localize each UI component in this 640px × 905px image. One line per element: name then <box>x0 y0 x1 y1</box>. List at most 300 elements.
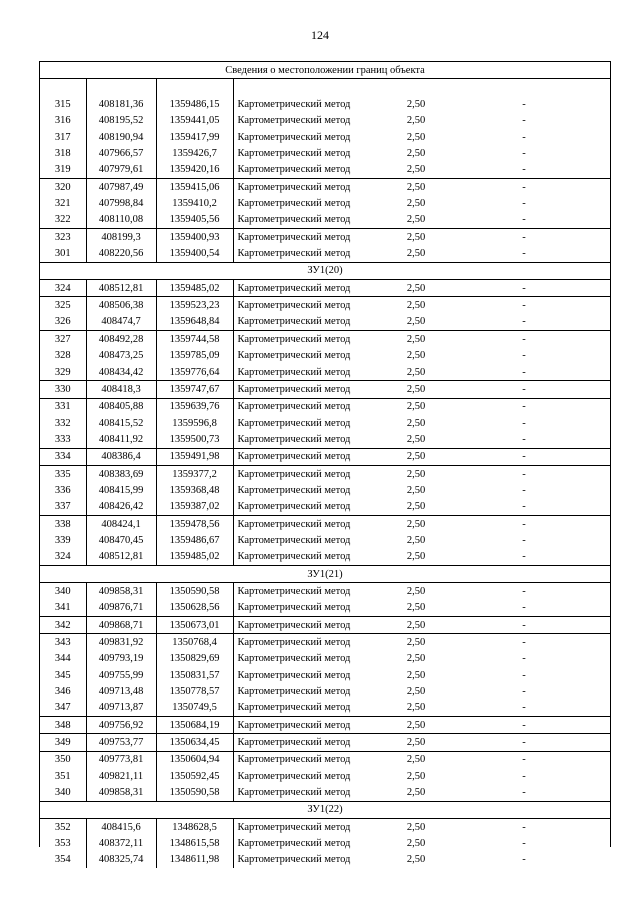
table-row <box>40 717 610 734</box>
boundary-table-frame <box>39 61 611 866</box>
method-cell: Картометрический метод <box>233 634 394 651</box>
table-row <box>40 600 610 617</box>
table-row <box>40 734 610 751</box>
x-coordinate: 408426,42 <box>86 499 156 516</box>
point-number: 322 <box>40 212 86 229</box>
y-coordinate: 1359486,67 <box>156 532 233 548</box>
point-number: 329 <box>40 364 86 381</box>
method-cell: Картометрический метод <box>237 282 351 294</box>
x-coordinate: 408418,3 <box>86 381 156 398</box>
table-row <box>40 381 610 398</box>
x-coordinate: 408325,74 <box>86 852 156 868</box>
precision-cell: 2,50 <box>406 653 426 665</box>
point-number: 323 <box>40 229 86 246</box>
precision-cell: 2,50 <box>406 585 426 597</box>
method-cell: Картометрический метод <box>237 366 351 378</box>
x-coordinate: 409713,48 <box>86 683 156 699</box>
precision-cell: 2,50 <box>406 366 426 378</box>
table-row <box>40 129 610 145</box>
description-cell: - <box>522 115 526 127</box>
table-row <box>40 297 610 314</box>
y-coordinate: 1359785,09 <box>156 348 233 364</box>
description-cell: - <box>438 617 610 634</box>
y-coordinate: 1359420,16 <box>156 162 233 179</box>
precision-cell: 2,50 <box>406 282 426 294</box>
method-cell: Картометрический метод <box>237 551 351 563</box>
precision-cell: 2,50 <box>406 433 426 445</box>
point-number: 301 <box>40 245 86 262</box>
precision-cell: 2,50 <box>406 214 426 226</box>
method-cell: Картометрический метод <box>237 248 351 260</box>
point-number: 350 <box>40 751 86 768</box>
method-cell: Картометрический метод <box>233 751 394 768</box>
method-cell: Картометрический метод <box>233 717 394 734</box>
description-cell: - <box>438 331 610 348</box>
y-coordinate: 1359478,56 <box>156 515 233 532</box>
precision-cell: 2,50 <box>406 164 426 176</box>
table-row <box>40 651 610 667</box>
precision-cell: 2,50 <box>406 854 426 866</box>
method-cell: Картометрический метод <box>233 381 394 398</box>
y-coordinate: 1359639,76 <box>156 398 233 415</box>
table-row <box>40 768 610 784</box>
precision-cell: 2,50 <box>406 248 426 260</box>
description-cell: - <box>522 534 526 546</box>
y-coordinate: 1350778,57 <box>156 683 233 699</box>
table-row <box>40 415 610 431</box>
method-cell: Картометрический метод <box>237 417 351 429</box>
point-number: 347 <box>40 700 86 717</box>
point-number: 334 <box>40 448 86 465</box>
method-cell: Картометрический метод <box>237 433 351 445</box>
method-cell: Картометрический метод <box>233 448 394 465</box>
table-row <box>40 162 610 179</box>
table-title: Сведения о местоположении границ объекта <box>40 62 610 79</box>
y-coordinate: 1350831,57 <box>156 667 233 683</box>
point-number: 324 <box>40 549 86 566</box>
y-coordinate: 1348615,58 <box>156 835 233 851</box>
precision-cell: 2,50 <box>406 484 426 496</box>
description-cell: - <box>438 465 610 482</box>
point-number: 346 <box>40 683 86 699</box>
precision-cell: 2,50 <box>406 821 426 833</box>
point-number: 342 <box>40 617 86 634</box>
section-label: ЗУ1(22) <box>40 801 610 818</box>
x-coordinate: 408424,1 <box>86 515 156 532</box>
description-cell: - <box>522 366 526 378</box>
description-cell: - <box>522 198 526 210</box>
y-coordinate: 1348628,5 <box>156 819 233 836</box>
point-number: 353 <box>40 835 86 851</box>
precision-cell: 2,50 <box>394 381 438 398</box>
x-coordinate: 408190,94 <box>86 129 156 145</box>
table-row <box>40 784 610 801</box>
table-row <box>40 448 610 465</box>
precision-cell: 2,50 <box>394 634 438 651</box>
precision-cell: 2,50 <box>394 398 438 415</box>
y-coordinate: 1350673,01 <box>156 617 233 634</box>
point-number: 331 <box>40 398 86 415</box>
y-coordinate: 1350684,19 <box>156 717 233 734</box>
method-cell: Картометрический метод <box>237 164 351 176</box>
description-cell: - <box>438 634 610 651</box>
y-coordinate: 1359426,7 <box>156 145 233 161</box>
method-cell: Картометрический метод <box>233 229 394 246</box>
x-coordinate: 409755,99 <box>86 667 156 683</box>
x-coordinate: 408195,52 <box>86 113 156 129</box>
x-coordinate: 409793,19 <box>86 651 156 667</box>
point-number: 336 <box>40 482 86 498</box>
method-cell: Картометрический метод <box>237 99 351 111</box>
precision-cell: 2,50 <box>406 350 426 362</box>
table-row <box>40 364 610 381</box>
y-coordinate: 1359776,64 <box>156 364 233 381</box>
x-coordinate: 408415,99 <box>86 482 156 498</box>
x-coordinate: 408220,56 <box>86 245 156 262</box>
y-coordinate: 1359485,02 <box>156 280 233 297</box>
y-coordinate: 1359405,56 <box>156 212 233 229</box>
method-cell: Картометрический метод <box>237 316 351 328</box>
point-number: 341 <box>40 600 86 617</box>
method-cell: Картометрический метод <box>237 602 351 614</box>
method-cell: Картометрический метод <box>233 297 394 314</box>
y-coordinate: 1359410,2 <box>156 195 233 211</box>
y-coordinate: 1359400,54 <box>156 245 233 262</box>
x-coordinate: 408372,11 <box>86 835 156 851</box>
x-coordinate: 408512,81 <box>86 280 156 297</box>
x-coordinate: 408415,6 <box>86 819 156 836</box>
y-coordinate: 1350604,94 <box>156 751 233 768</box>
x-coordinate: 408181,36 <box>86 96 156 112</box>
description-cell: - <box>522 501 526 513</box>
description-cell: - <box>522 669 526 681</box>
description-cell: - <box>522 653 526 665</box>
precision-cell: 2,50 <box>406 686 426 698</box>
point-number: 328 <box>40 348 86 364</box>
method-cell: Картометрический метод <box>237 770 351 782</box>
method-cell: Картометрический метод <box>233 515 394 532</box>
table-row <box>40 515 610 532</box>
point-number: 340 <box>40 583 86 600</box>
table-row <box>40 549 610 566</box>
method-cell: Картометрический метод <box>233 734 394 751</box>
x-coordinate: 409876,71 <box>86 600 156 617</box>
description-cell: - <box>522 838 526 850</box>
table-row <box>40 195 610 211</box>
precision-cell: 2,50 <box>406 417 426 429</box>
point-number: 337 <box>40 499 86 516</box>
description-cell: - <box>522 686 526 698</box>
y-coordinate: 1350590,58 <box>156 784 233 801</box>
precision-cell: 2,50 <box>406 787 426 799</box>
precision-cell: 2,50 <box>394 515 438 532</box>
method-cell: Картометрический метод <box>237 702 351 714</box>
x-coordinate: 408386,4 <box>86 448 156 465</box>
x-coordinate: 407998,84 <box>86 195 156 211</box>
method-cell: Картометрический метод <box>233 331 394 348</box>
y-coordinate: 1359648,84 <box>156 314 233 331</box>
method-cell: Картометрический метод <box>237 821 351 833</box>
table-row <box>40 314 610 331</box>
description-cell: - <box>522 214 526 226</box>
method-cell: Картометрический метод <box>237 501 351 513</box>
x-coordinate: 409821,11 <box>86 768 156 784</box>
method-cell: Картометрический метод <box>237 653 351 665</box>
method-cell: Картометрический метод <box>237 131 351 143</box>
table-row <box>40 145 610 161</box>
description-cell: - <box>438 717 610 734</box>
x-coordinate: 408473,25 <box>86 348 156 364</box>
table-row <box>40 465 610 482</box>
x-coordinate: 408199,3 <box>86 229 156 246</box>
x-coordinate: 408512,81 <box>86 549 156 566</box>
description-cell: - <box>438 448 610 465</box>
precision-cell: 2,50 <box>406 669 426 681</box>
point-number: 320 <box>40 179 86 196</box>
section-row <box>40 565 610 582</box>
precision-cell: 2,50 <box>394 331 438 348</box>
x-coordinate: 408434,42 <box>86 364 156 381</box>
x-coordinate: 408405,88 <box>86 398 156 415</box>
table-row <box>40 229 610 246</box>
method-cell: Картометрический метод <box>237 534 351 546</box>
method-cell: Картометрический метод <box>237 148 351 160</box>
y-coordinate: 1359744,58 <box>156 331 233 348</box>
x-coordinate: 409753,77 <box>86 734 156 751</box>
x-coordinate: 408470,45 <box>86 532 156 548</box>
x-coordinate: 409713,87 <box>86 700 156 717</box>
method-cell: Картометрический метод <box>237 838 351 850</box>
x-coordinate: 409858,31 <box>86 784 156 801</box>
point-number: 321 <box>40 195 86 211</box>
table-row <box>40 245 610 262</box>
precision-cell: 2,50 <box>406 602 426 614</box>
description-cell: - <box>438 398 610 415</box>
y-coordinate: 1359596,8 <box>156 415 233 431</box>
x-coordinate: 408415,52 <box>86 415 156 431</box>
method-cell: Картометрический метод <box>237 115 351 127</box>
table-row <box>40 583 610 600</box>
method-cell: Картометрический метод <box>237 854 351 866</box>
method-cell: Картометрический метод <box>237 686 351 698</box>
description-cell: - <box>438 381 610 398</box>
x-coordinate: 407979,61 <box>86 162 156 179</box>
method-cell: Картометрический метод <box>237 214 351 226</box>
method-cell: Картометрический метод <box>233 398 394 415</box>
precision-cell: 2,50 <box>394 717 438 734</box>
table-row <box>40 348 610 364</box>
y-coordinate: 1359400,93 <box>156 229 233 246</box>
description-cell: - <box>522 99 526 111</box>
method-cell: Картометрический метод <box>237 198 351 210</box>
point-number: 326 <box>40 314 86 331</box>
method-cell: Картометрический метод <box>233 179 394 196</box>
precision-cell: 2,50 <box>406 198 426 210</box>
description-cell: - <box>522 702 526 714</box>
table-row <box>40 819 610 836</box>
description-cell: - <box>438 229 610 246</box>
y-coordinate: 1359415,06 <box>156 179 233 196</box>
table-row <box>40 499 610 516</box>
table-row <box>40 532 610 548</box>
description-cell: - <box>522 770 526 782</box>
boundary-coordinates-table <box>40 62 610 868</box>
method-cell: Картометрический метод <box>233 465 394 482</box>
y-coordinate: 1359500,73 <box>156 431 233 448</box>
x-coordinate: 409858,31 <box>86 583 156 600</box>
table-row <box>40 852 610 868</box>
precision-cell: 2,50 <box>394 229 438 246</box>
table-row <box>40 617 610 634</box>
table-row <box>40 431 610 448</box>
x-coordinate: 409831,92 <box>86 634 156 651</box>
table-row <box>40 835 610 851</box>
x-coordinate: 407966,57 <box>86 145 156 161</box>
method-cell: Картометрический метод <box>237 787 351 799</box>
description-cell: - <box>522 551 526 563</box>
precision-cell: 2,50 <box>406 131 426 143</box>
description-cell: - <box>522 854 526 866</box>
point-number: 324 <box>40 280 86 297</box>
precision-cell: 2,50 <box>394 297 438 314</box>
section-label: ЗУ1(21) <box>40 565 610 582</box>
method-cell: Картометрический метод <box>237 585 351 597</box>
table-row <box>40 634 610 651</box>
table-row <box>40 667 610 683</box>
description-cell: - <box>522 350 526 362</box>
y-coordinate: 1359485,02 <box>156 549 233 566</box>
y-coordinate: 1350749,5 <box>156 700 233 717</box>
description-cell: - <box>522 148 526 160</box>
table-row <box>40 280 610 297</box>
y-coordinate: 1359387,02 <box>156 499 233 516</box>
description-cell: - <box>522 787 526 799</box>
point-number: 316 <box>40 113 86 129</box>
y-coordinate: 1350592,45 <box>156 768 233 784</box>
section-row <box>40 801 610 818</box>
y-coordinate: 1359523,23 <box>156 297 233 314</box>
point-number: 335 <box>40 465 86 482</box>
section-label: ЗУ1(20) <box>40 262 610 279</box>
table-title-row <box>40 62 610 79</box>
description-cell: - <box>522 433 526 445</box>
page-number: 124 <box>311 28 329 42</box>
precision-cell: 2,50 <box>406 501 426 513</box>
precision-cell: 2,50 <box>406 316 426 328</box>
method-cell: Картометрический метод <box>237 350 351 362</box>
description-cell: - <box>438 179 610 196</box>
description-cell: - <box>522 164 526 176</box>
point-number: 338 <box>40 515 86 532</box>
section-row <box>40 262 610 279</box>
x-coordinate: 408506,38 <box>86 297 156 314</box>
description-cell: - <box>522 316 526 328</box>
y-coordinate: 1359441,05 <box>156 113 233 129</box>
x-coordinate: 409773,81 <box>86 751 156 768</box>
point-number: 345 <box>40 667 86 683</box>
precision-cell: 2,50 <box>406 838 426 850</box>
method-cell: Картометрический метод <box>233 617 394 634</box>
y-coordinate: 1359417,99 <box>156 129 233 145</box>
description-cell: - <box>522 282 526 294</box>
point-number: 349 <box>40 734 86 751</box>
x-coordinate: 409868,71 <box>86 617 156 634</box>
description-cell: - <box>522 131 526 143</box>
description-cell: - <box>522 417 526 429</box>
point-number: 332 <box>40 415 86 431</box>
y-coordinate: 1359747,67 <box>156 381 233 398</box>
precision-cell: 2,50 <box>394 179 438 196</box>
x-coordinate: 408411,92 <box>86 431 156 448</box>
point-number: 318 <box>40 145 86 161</box>
table-row <box>40 113 610 129</box>
point-number: 354 <box>40 852 86 868</box>
point-number: 352 <box>40 819 86 836</box>
precision-cell: 2,50 <box>394 751 438 768</box>
description-cell: - <box>522 248 526 260</box>
point-number: 315 <box>40 96 86 112</box>
precision-cell: 2,50 <box>394 465 438 482</box>
table-row <box>40 751 610 768</box>
description-cell: - <box>438 751 610 768</box>
point-number: 327 <box>40 331 86 348</box>
precision-cell: 2,50 <box>394 734 438 751</box>
point-number: 330 <box>40 381 86 398</box>
x-coordinate: 409756,92 <box>86 717 156 734</box>
precision-cell: 2,50 <box>406 99 426 111</box>
y-coordinate: 1350634,45 <box>156 734 233 751</box>
blank-row <box>40 79 610 97</box>
method-cell: Картометрический метод <box>237 669 351 681</box>
x-coordinate: 408492,28 <box>86 331 156 348</box>
table-row <box>40 700 610 717</box>
point-number: 351 <box>40 768 86 784</box>
point-number: 344 <box>40 651 86 667</box>
table-row <box>40 212 610 229</box>
method-cell: Картометрический метод <box>237 484 351 496</box>
y-coordinate: 1359377,2 <box>156 465 233 482</box>
precision-cell: 2,50 <box>394 448 438 465</box>
table-row <box>40 331 610 348</box>
y-coordinate: 1350829,69 <box>156 651 233 667</box>
y-coordinate: 1350628,56 <box>156 600 233 617</box>
y-coordinate: 1359368,48 <box>156 482 233 498</box>
description-cell: - <box>522 484 526 496</box>
point-number: 317 <box>40 129 86 145</box>
y-coordinate: 1348611,98 <box>156 852 233 868</box>
x-coordinate: 408383,69 <box>86 465 156 482</box>
precision-cell: 2,50 <box>406 534 426 546</box>
precision-cell: 2,50 <box>406 551 426 563</box>
y-coordinate: 1350768,4 <box>156 634 233 651</box>
precision-cell: 2,50 <box>406 148 426 160</box>
table-row <box>40 398 610 415</box>
y-coordinate: 1350590,58 <box>156 583 233 600</box>
point-number: 333 <box>40 431 86 448</box>
point-number: 348 <box>40 717 86 734</box>
point-number: 343 <box>40 634 86 651</box>
y-coordinate: 1359491,98 <box>156 448 233 465</box>
x-coordinate: 408110,08 <box>86 212 156 229</box>
description-cell: - <box>522 585 526 597</box>
description-cell: - <box>522 821 526 833</box>
precision-cell: 2,50 <box>394 617 438 634</box>
point-number: 340 <box>40 784 86 801</box>
point-number: 319 <box>40 162 86 179</box>
precision-cell: 2,50 <box>406 702 426 714</box>
y-coordinate: 1359486,15 <box>156 96 233 112</box>
table-row <box>40 96 610 112</box>
